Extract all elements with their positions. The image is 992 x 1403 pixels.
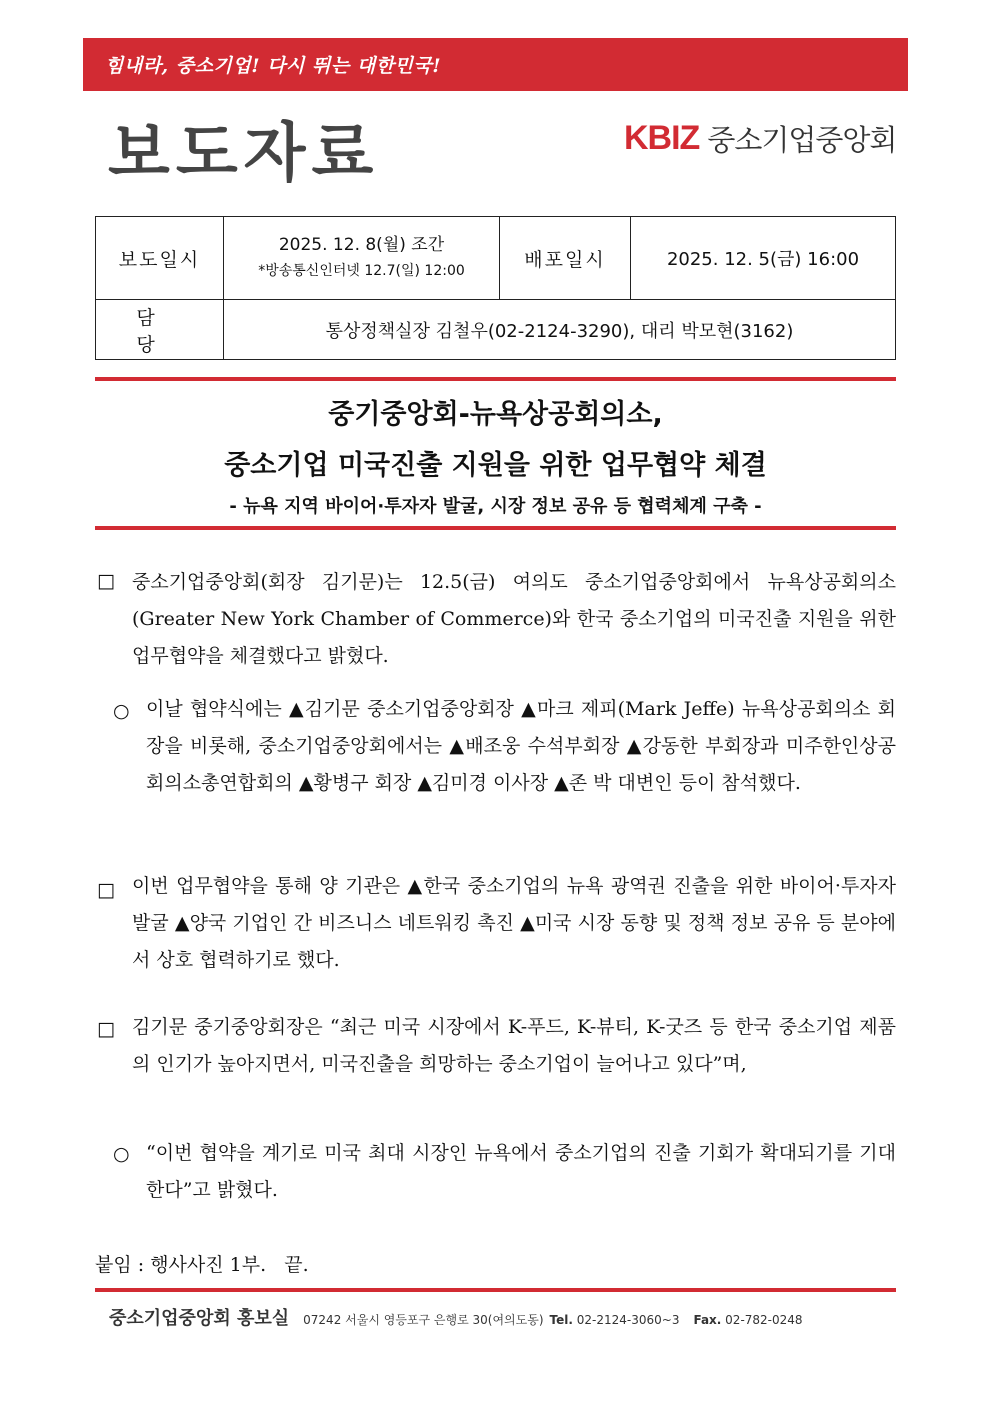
footer-fax: 02-782-0248 [725,1313,803,1327]
release-date-cell [224,217,500,300]
release-date: 2025. 12. 8(월) 조간 [278,235,445,255]
release-note: *방송통신인터넷 12.7(일) 12:00 [258,263,465,279]
distribution-label: 배포일시 [500,217,631,300]
attachment-note: 붙임 : 행사사진 1부. 끝. [95,1254,309,1276]
footer [95,1304,896,1330]
slogan-banner [83,38,908,91]
kbiz-logo [624,118,896,158]
contact-label: 담 당 [96,300,224,360]
paragraph-1: 중소기업중앙회(회장 김기문)는 12.5(금) 여의도 중소기업중앙회에서 뉴욕상공회의소(Greater New York Chamber of Commerce)와 한국 중소기업의 미국진출 지원을 위한 업무협약을 체결했다고 밝혔다. [132,571,896,667]
footer-address: 07242 서울시 영등포구 은행로 30(여의도동) [303,1313,544,1327]
footer-tel: 02-2124-3060~3 [576,1313,680,1327]
headline-line1: 중기중앙회-뉴욕상공회의소, [328,399,663,430]
divider-top [95,377,896,381]
square-bullet-1: □ [97,570,115,592]
distribution-date: 2025. 12. 5(금) 16:00 [631,217,896,300]
paragraph-3-sub: “이번 협약을 계기로 미국 최대 시장인 뉴욕에서 중소기업의 진출 기회가 확대되기를 기대한다”고 밝혔다. [146,1142,896,1201]
footer-fax-label: Fax. [693,1313,722,1327]
logo-mark: KBIZ [624,118,700,157]
divider-bottom [95,1288,896,1292]
footer-tel-label: Tel. [549,1313,573,1327]
paragraph-2: 이번 업무협약을 통해 양 기관은 ▲한국 중소기업의 뉴욕 광역권 진출을 위한 바이어·투자자 발굴 ▲양국 기업인 간 비즈니스 네트워킹 촉진 ▲미국 시장 동향 및 정책 정보 공유 등 분야에서 상호 협력하기로 했다. [132,875,896,971]
headline-line2: 중소기업 미국진출 지원을 위한 업무협약 체결 [224,450,767,481]
doc-title: 보도자료 [108,117,380,191]
circle-bullet-1: ○ [113,700,130,722]
divider-mid [95,526,896,530]
headline-subtitle: - 뉴욕 지역 바이어·투자자 발굴, 시장 정보 공유 등 협력체계 구축 - [229,496,762,517]
release-label: 보도일시 [96,217,224,300]
footer-org: 중소기업중앙회 홍보실 [109,1308,290,1329]
logo-name: 중소기업중앙회 [707,122,897,157]
square-bullet-3: □ [97,1018,115,1040]
contact-value: 통상정책실장 김철우(02-2124-3290), 대리 박모현(3162) [224,300,896,360]
slogan-text: 힘내라, 중소기업! 다시 뛰는 대한민국! [105,55,442,77]
circle-bullet-2: ○ [113,1143,130,1165]
paragraph-3: 김기문 중기중앙회장은 “최근 미국 시장에서 K-푸드, K-뷰티, K-굿즈 등 한국 중소기업 제품의 인기가 높아지면서, 미국진출을 희망하는 중소기업이 늘어나고 있다”며, [132,1016,896,1075]
paragraph-1-sub: 이날 협약식에는 ▲김기문 중소기업중앙회장 ▲마크 제피(Mark Jeffe) 뉴욕상공회의소 회장을 비롯해, 중소기업중앙회에서는 ▲배조웅 수석부회장 ▲강동한 부회장과 미주한인상공회의소총연합회의 ▲황병구 회장 ▲김미경 이사장 ▲존 박 대변인 등이 참석했다. [146,698,896,794]
release-info-table [95,216,896,360]
square-bullet-2: □ [97,879,115,901]
